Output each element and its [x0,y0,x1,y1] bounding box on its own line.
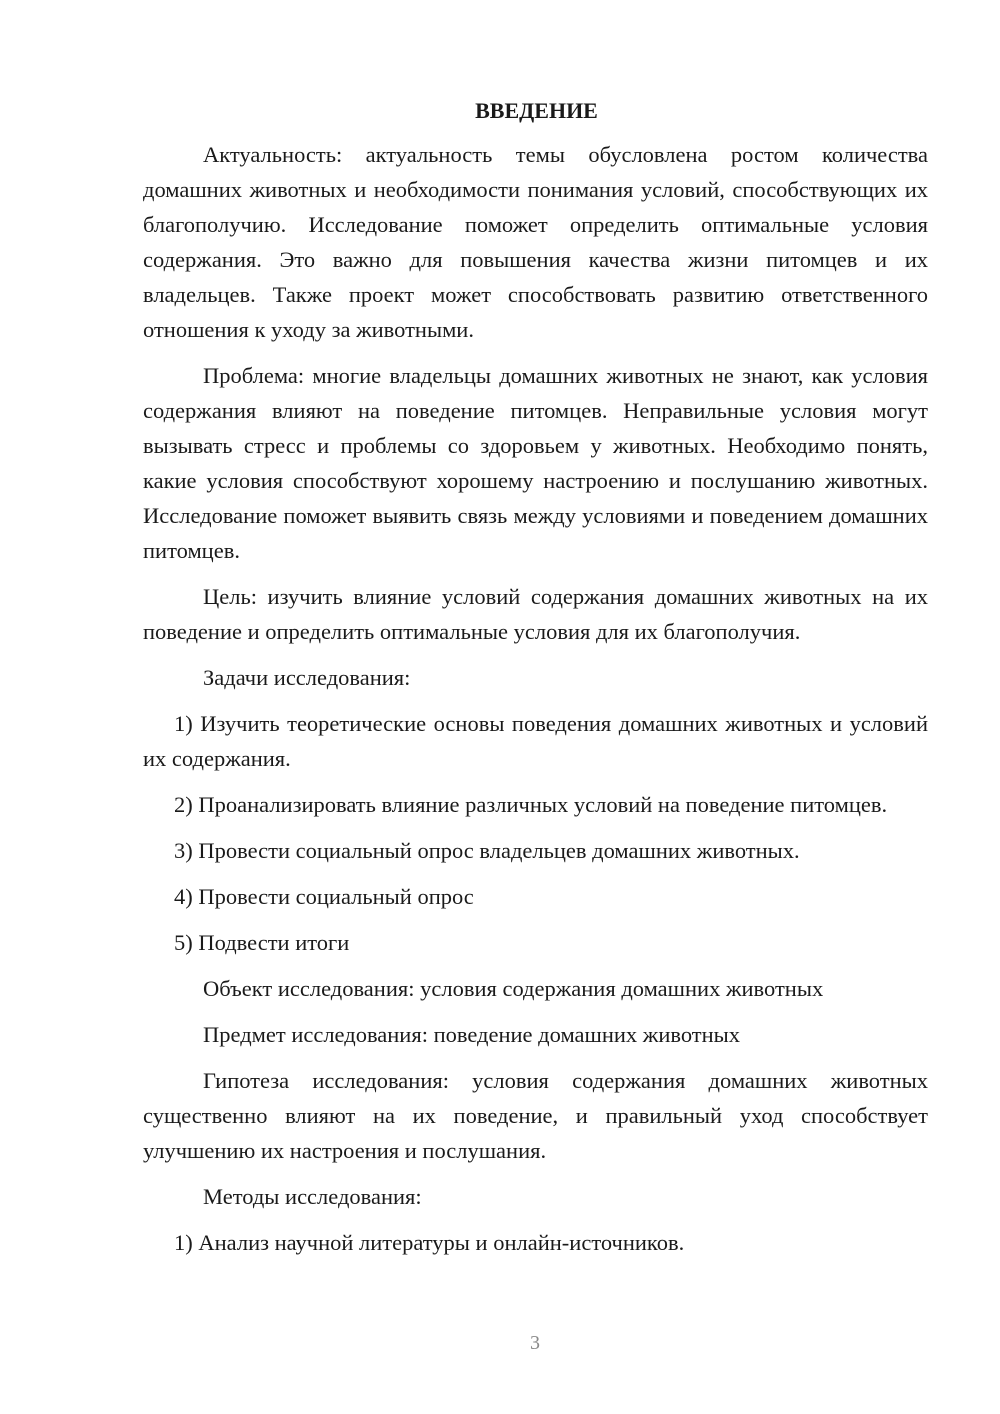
page-content [143,96,928,1271]
task-item: 1) Изучить теоретические основы поведения домашних животных и условий их содержания. [143,711,928,771]
subject-paragraph: Предмет исследования: поведение домашних животных [203,1022,741,1047]
goal-paragraph: Цель: изучить влияние условий содержания домашних животных на их поведение и определить оптимальные условия для их благополучия. [143,584,928,644]
task-item: 2) Проанализировать влияние различных условий на поведение питомцев. [174,792,888,817]
tasks-heading: Задачи исследования: [203,665,411,690]
hypothesis-paragraph: Гипотеза исследования: условия содержания домашних животных существенно влияют на их поведение, и правильный уход способствует улучшению их настроения и послушания. [143,1068,928,1163]
task-item: 3) Провести социальный опрос владельцев домашних животных. [174,838,800,863]
task-item: 5) Подвести итоги [174,930,350,955]
task-item: 4) Провести социальный опрос [174,884,474,909]
page-title: ВВЕДЕНИЕ [475,98,598,123]
relevance-paragraph: Актуальность: актуальность темы обусловлена ростом количества домашних животных и необходимости понимания условий, способствующих их благополучию. Исследование поможет определить оптимальные условия содержания. Это важно для повышения качества жизни питомцев и их владельцев. Также проект может способствовать развитию ответственного отношения к уходу за животными. [143,142,928,342]
problem-paragraph: Проблема: многие владельцы домашних животных не знают, как условия содержания влияют на поведение питомцев. Неправильные условия могут вызывать стресс и проблемы со здоровьем у животных. Необходимо понять, какие условия способствуют хорошему настроению и послушанию животных. Исследование поможет выявить связь между условиями и поведением домашних питомцев. [143,363,928,563]
method-item: 1) Анализ научной литературы и онлайн-источников. [174,1230,685,1255]
object-paragraph: Объект исследования: условия содержания домашних животных [203,976,824,1001]
methods-heading: Методы исследования: [203,1184,422,1209]
page-number: 3 [530,1332,540,1354]
